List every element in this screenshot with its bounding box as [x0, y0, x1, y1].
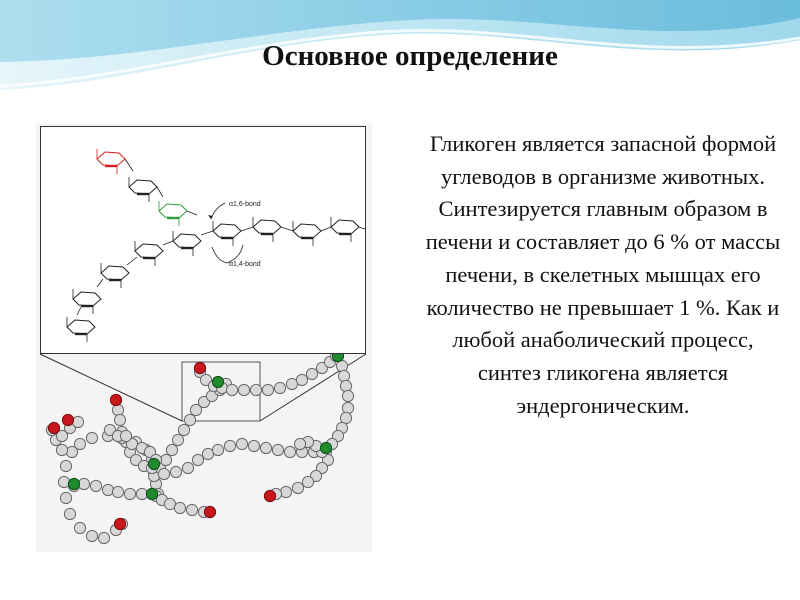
glucose-bead	[174, 502, 185, 513]
glucose-ring	[293, 224, 321, 238]
glucose-bead	[272, 444, 283, 455]
glucose-bead	[226, 384, 237, 395]
glucose-bead	[72, 416, 83, 427]
slide-title: Основное определение	[262, 40, 558, 72]
glucose-ring	[101, 266, 129, 280]
a16-bond-label: α1,6-bond	[229, 201, 261, 208]
glucose-bead	[250, 384, 261, 395]
glucose-bead	[166, 444, 177, 455]
glucose-bead	[296, 374, 307, 385]
glucose-ring	[213, 224, 241, 238]
nonreducing-end-bead	[204, 506, 215, 517]
glycosidic-link	[281, 227, 293, 231]
a14-bond-label: α1,4-bond	[229, 261, 261, 268]
glycosidic-link	[241, 227, 253, 231]
glucose-ring	[173, 234, 201, 248]
glucose-bead	[60, 492, 71, 503]
glucose-bead	[302, 476, 313, 487]
branch-point-bead	[146, 488, 157, 499]
glucose-bead	[212, 444, 223, 455]
glucose-bead	[292, 482, 303, 493]
glycosidic-link	[157, 187, 163, 197]
glucose-ring	[97, 152, 125, 166]
branch-point-bead	[148, 458, 159, 469]
glucose-bead	[236, 438, 247, 449]
glucose-ring	[159, 204, 187, 218]
nonreducing-end-bead	[114, 518, 125, 529]
glucose-bead	[120, 430, 131, 441]
structure-panel	[40, 126, 366, 354]
glucose-bead	[98, 532, 109, 543]
glycosidic-link	[125, 159, 133, 171]
glucose-bead	[90, 480, 101, 491]
glucose-bead	[284, 446, 295, 457]
glucose-bead	[260, 442, 271, 453]
glucose-bead	[86, 432, 97, 443]
glucose-bead	[60, 460, 71, 471]
glucose-bead	[184, 414, 195, 425]
nonreducing-end-bead	[194, 362, 205, 373]
nonreducing-end-bead	[264, 490, 275, 501]
glucose-bead	[340, 380, 351, 391]
glycosidic-link	[187, 211, 197, 215]
glycosidic-link	[163, 241, 173, 245]
glucose-bead	[172, 434, 183, 445]
glucose-bead	[192, 454, 203, 465]
glucose-bead	[64, 508, 75, 519]
branch-point-bead	[68, 478, 79, 489]
glucose-bead	[306, 368, 317, 379]
glucose-bead	[186, 504, 197, 515]
glucose-bead	[248, 440, 259, 451]
a14-arrow-1	[212, 247, 227, 263]
glucose-ring	[67, 320, 95, 334]
nonreducing-end-bead	[62, 414, 73, 425]
glucose-bead	[124, 488, 135, 499]
glucose-bead	[182, 462, 193, 473]
glycosidic-link	[127, 257, 137, 265]
nonreducing-end-bead	[48, 422, 59, 433]
glucose-bead	[294, 438, 305, 449]
glucose-bead	[170, 466, 181, 477]
glucose-bead	[112, 486, 123, 497]
glucose-ring	[135, 244, 163, 258]
glucose-bead	[74, 522, 85, 533]
glucose-bead	[262, 384, 273, 395]
nonreducing-end-bead	[110, 394, 121, 405]
glycosidic-link	[97, 279, 103, 287]
glucose-bead	[74, 438, 85, 449]
glucose-bead	[280, 486, 291, 497]
glucose-bead	[86, 530, 97, 541]
glucose-bead	[342, 402, 353, 413]
glucose-bead	[158, 468, 169, 479]
definition-text: Гликоген является запасной формой углеводов в организме животных. Синтезируется главным образом в печени и составляет до 6 % от массы печени, в скелетных мышцах его количество не превышает 1 %. Как и любой анаболический процесс, синтез гликогена является эндергоническим.	[425, 131, 781, 418]
glucose-ring	[331, 220, 359, 234]
glucose-bead	[224, 440, 235, 451]
glucose-bead	[342, 390, 353, 401]
glucose-bead	[114, 414, 125, 425]
glycogen-structure	[41, 127, 367, 355]
a16-arrow	[211, 203, 225, 219]
zoom-line-left	[40, 354, 182, 421]
glucose-bead	[274, 382, 285, 393]
glycosidic-link	[359, 227, 365, 229]
branch-point-bead	[320, 442, 331, 453]
glucose-bead	[102, 484, 113, 495]
glucose-bead	[112, 404, 123, 415]
glucose-ring	[129, 180, 157, 194]
branch-point-bead	[212, 376, 223, 387]
glucose-ring	[73, 292, 101, 306]
glucose-ring	[253, 220, 281, 234]
glycosidic-link	[201, 231, 213, 235]
glucose-bead	[338, 370, 349, 381]
glycosidic-link	[321, 227, 331, 231]
glucose-bead	[56, 444, 67, 455]
glucose-bead	[178, 424, 189, 435]
glucose-bead	[238, 384, 249, 395]
glycosidic-link	[77, 307, 81, 315]
glucose-rings	[67, 149, 365, 342]
